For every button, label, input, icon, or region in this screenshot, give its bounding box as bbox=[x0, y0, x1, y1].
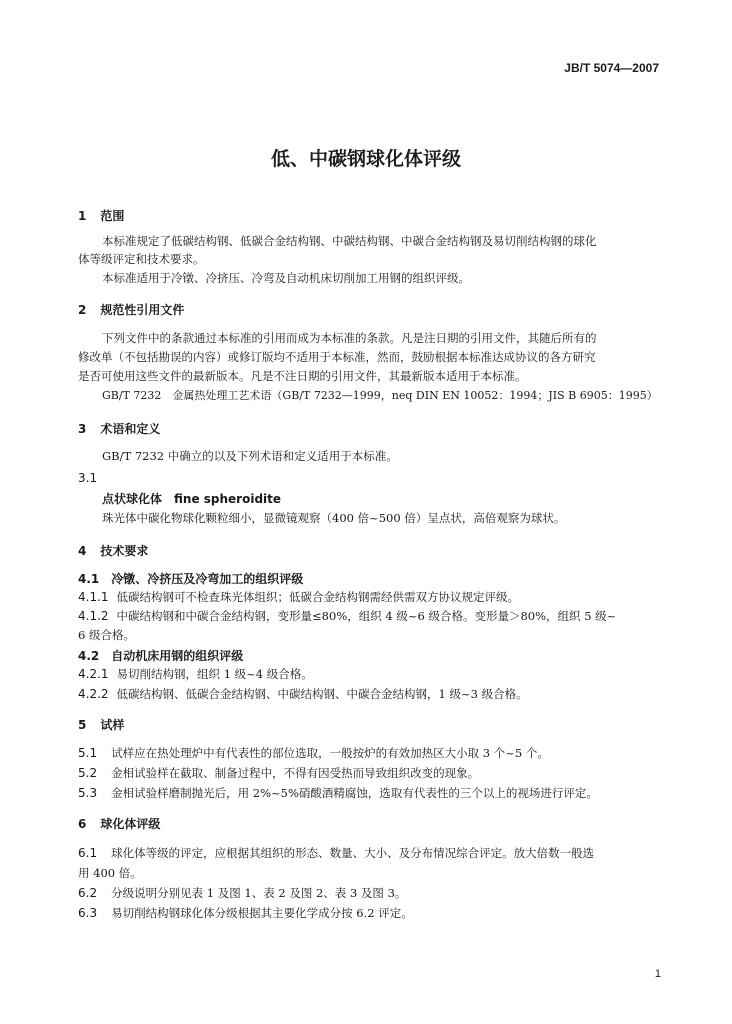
clause-number: 4.2 bbox=[78, 649, 100, 663]
clause-text: 分级说明分别见表 1 及图 1、表 2 及图 2、表 3 及图 3。 bbox=[111, 886, 407, 900]
clause-text: 易切削结构钢，组织 1 级~4 级合格。 bbox=[116, 667, 313, 681]
clause-number: 4.1.1 bbox=[78, 590, 109, 604]
clause-4-2-1 bbox=[78, 666, 313, 682]
section-1-heading bbox=[78, 207, 124, 224]
paragraph: 是否可使用这些文件的最新版本。凡是不注日期的引用文件，其最新版本适用于本标准。 bbox=[78, 369, 527, 383]
paragraph: 6 级合格。 bbox=[78, 628, 135, 642]
clause-number: 4.1.2 bbox=[78, 609, 109, 623]
clause-number: 3.1 bbox=[78, 471, 98, 485]
clause-number: 6.3 bbox=[78, 906, 98, 920]
clause-6-2 bbox=[78, 885, 406, 901]
section-number: 4 bbox=[78, 544, 87, 558]
section-number: 2 bbox=[78, 303, 87, 317]
clause-number: 6.1 bbox=[78, 846, 98, 860]
clause-number: 4.1 bbox=[78, 572, 100, 586]
section-title: 范围 bbox=[100, 209, 125, 223]
clause-text: 低碳结构钢可不检查珠光体组织；低碳合金结构钢需经供需双方协议规定评级。 bbox=[116, 590, 520, 604]
clause-6-1 bbox=[78, 845, 594, 861]
clause-text: 金相试验样磨制抛光后，用 2%~5%硝酸酒精腐蚀，选取有代表性的三个以上的视场进行评定。 bbox=[111, 786, 598, 800]
clause-4-2 bbox=[78, 647, 243, 664]
clause-text: 球化体等级的评定，应根据其组织的形态、数量、大小、及分布情况综合评定。放大倍数一般选 bbox=[111, 846, 595, 860]
term-definition: 珠光体中碳化物球化颗粒细小，显微镜观察（400 倍~500 倍）呈点状，高倍观察为球状。 bbox=[102, 511, 566, 525]
standard-code: JB/T 5074—2007 bbox=[564, 61, 659, 75]
clause-5-2 bbox=[78, 765, 479, 781]
section-number: 6 bbox=[78, 817, 87, 831]
clause-title: 冷镦、冷挤压及冷弯加工的组织评级 bbox=[111, 572, 304, 586]
section-title: 规范性引用文件 bbox=[100, 303, 185, 317]
clause-number: 4.2.2 bbox=[78, 687, 109, 701]
clause-text: 低碳结构钢、低碳合金结构钢、中碳结构钢、中碳合金结构钢，1 级~3 级合格。 bbox=[116, 687, 528, 701]
clause-text: 金相试验样在截取、制备过程中，不得有因受热而导致组织改变的现象。 bbox=[111, 766, 480, 780]
paragraph: 本标准适用于冷镦、冷挤压、冷弯及自动机床切削加工用钢的组织评级。 bbox=[102, 271, 470, 285]
clause-4-2-2 bbox=[78, 686, 528, 702]
clause-text: 试样应在热处理炉中有代表性的部位选取，一般按炉的有效加热区大小取 3 个~5 个。 bbox=[111, 746, 549, 760]
section-number: 1 bbox=[78, 209, 87, 223]
clause-number: 5.2 bbox=[78, 766, 98, 780]
clause-number: 6.2 bbox=[78, 886, 98, 900]
paragraph: 修改单（不包括勘误的内容）或修订版均不适用于本标准，然而，鼓励根据本标准达成协议的各方研究 bbox=[78, 350, 596, 364]
term-heading: 点状球化体 fine spheroidite bbox=[102, 492, 282, 506]
clause-5-1 bbox=[78, 745, 549, 761]
section-6-heading bbox=[78, 815, 160, 832]
page-number: 1 bbox=[654, 968, 661, 980]
section-2-heading bbox=[78, 301, 184, 318]
clause-4-1 bbox=[78, 570, 303, 587]
paragraph: GB/T 7232 中确立的以及下列术语和定义适用于本标准。 bbox=[102, 449, 398, 463]
clause-6-3 bbox=[78, 905, 413, 921]
clause-text: 易切削结构钢球化体分级根据其主要化学成分按 6.2 评定。 bbox=[111, 906, 413, 920]
clause-4-1-2 bbox=[78, 608, 616, 624]
paragraph: 体等级评定和技术要求。 bbox=[78, 252, 205, 266]
section-number: 5 bbox=[78, 718, 87, 732]
section-4-heading bbox=[78, 542, 148, 559]
section-5-heading bbox=[78, 716, 124, 733]
paragraph: 用 400 倍。 bbox=[78, 866, 142, 880]
section-title: 技术要求 bbox=[100, 544, 149, 558]
section-title: 试样 bbox=[100, 718, 125, 732]
section-title: 球化体评级 bbox=[100, 817, 161, 831]
paragraph: 本标准规定了低碳结构钢、低碳合金结构钢、中碳结构钢、中碳合金结构钢及易切削结构钢的球化 bbox=[102, 234, 597, 248]
clause-number: 4.2.1 bbox=[78, 667, 109, 681]
section-number: 3 bbox=[78, 422, 87, 436]
clause-number: 5.3 bbox=[78, 786, 98, 800]
paragraph: 下列文件中的条款通过本标准的引用而成为本标准的条款。凡是注日期的引用文件，其随后所有的 bbox=[102, 331, 597, 345]
reference-entry: GB/T 7232 金属热处理工艺术语（GB/T 7232—1999，neq DIN EN 10052：1994；JIS B 6905：1995） bbox=[102, 389, 658, 402]
section-title: 术语和定义 bbox=[100, 422, 161, 436]
clause-text: 中碳结构钢和中碳合金结构钢，变形量≤80%，组织 4 级~6 级合格。变形量＞80%，组织 5 级~ bbox=[116, 609, 617, 623]
clause-4-1-1 bbox=[78, 589, 519, 605]
document-title: 低、中碳钢球化体评级 bbox=[270, 148, 461, 170]
clause-number: 5.1 bbox=[78, 746, 98, 760]
clause-title: 自动机床用钢的组织评级 bbox=[111, 649, 244, 663]
section-3-heading bbox=[78, 420, 160, 437]
clause-5-3 bbox=[78, 785, 598, 801]
